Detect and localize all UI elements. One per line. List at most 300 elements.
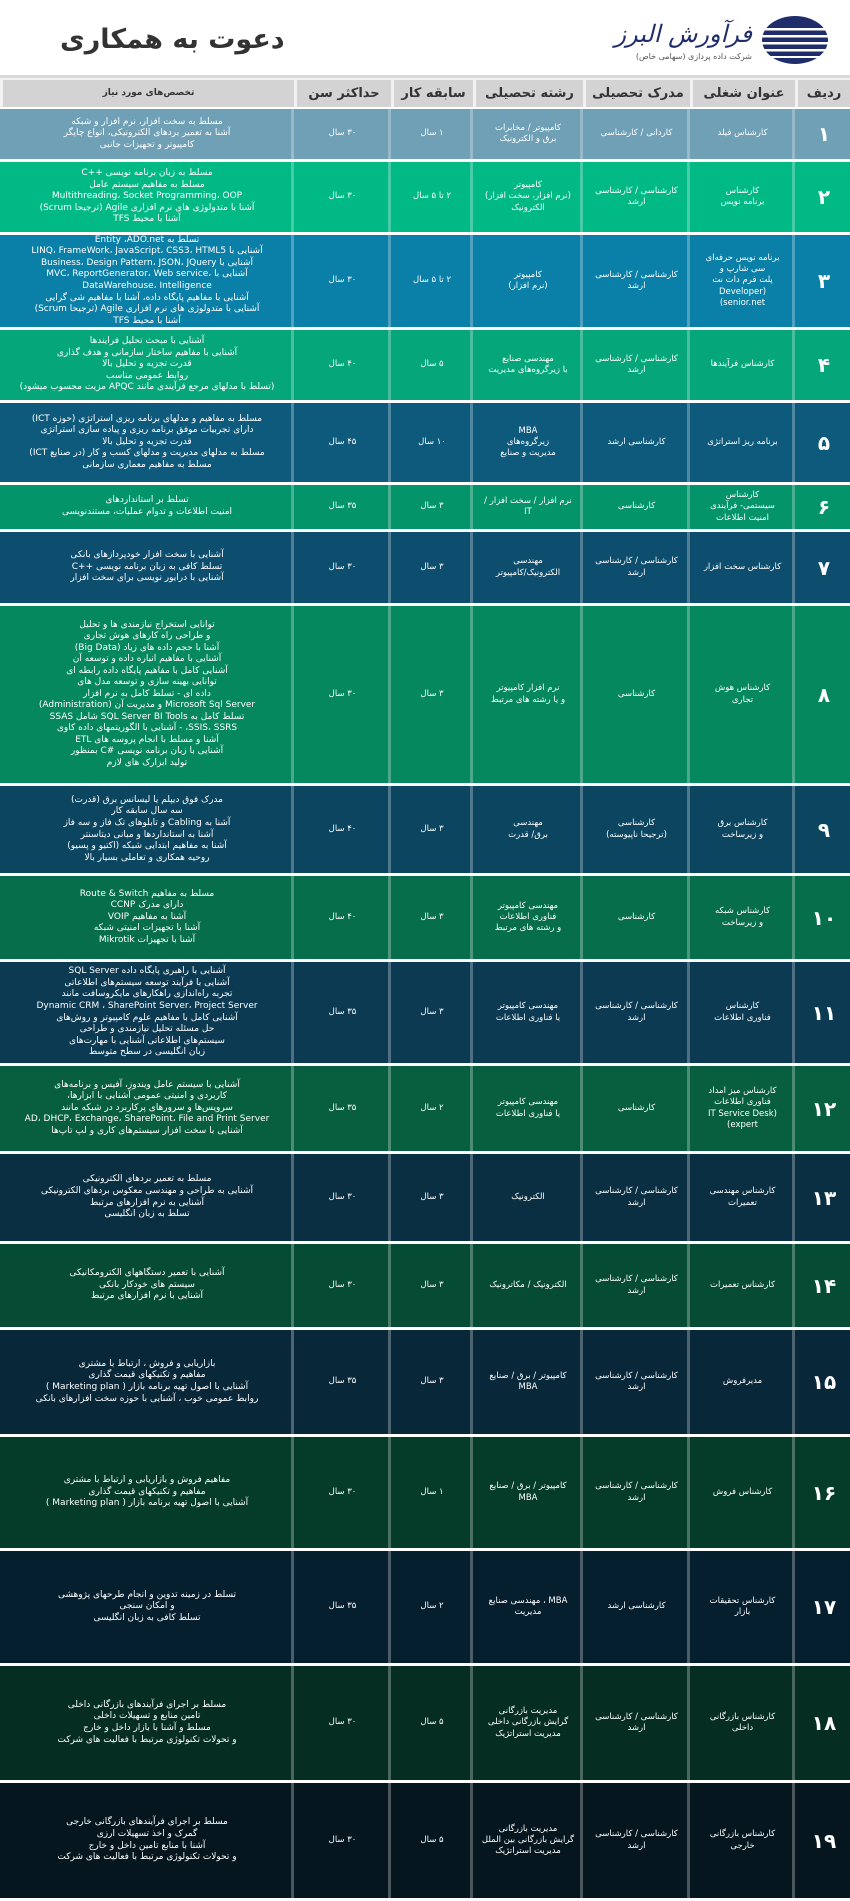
cell-job-title (690, 606, 795, 783)
experience-text: ۲ تا ۵ سال (412, 191, 452, 202)
max-age-text: ۳۰ سال (328, 1279, 357, 1290)
cell-required-skills (0, 330, 294, 400)
max-age-text: ۴۵ سال (328, 436, 357, 447)
row-number-text: ۱۵ (811, 1370, 837, 1394)
cell-experience (391, 1551, 473, 1663)
col-header-row-number: ردیف (795, 80, 850, 107)
cell-required-skills (0, 162, 294, 232)
job-title-text: برنامه ریز استراتژی (707, 436, 778, 447)
cell-required-skills (0, 962, 294, 1063)
cell-field-of-study (473, 1437, 583, 1548)
experience-text: ۵ سال (420, 1717, 444, 1728)
cell-max-age (294, 403, 391, 482)
table-row (0, 403, 850, 485)
col-header-degree: مدرک تحصیلی (583, 80, 690, 107)
field-of-study-text: MBA ، مهندسی صنایع مدیریت (488, 1595, 568, 1617)
cell-max-age (294, 532, 391, 603)
cell-degree (583, 1551, 690, 1663)
cell-job-title (690, 485, 795, 529)
cell-job-title (690, 162, 795, 232)
cell-max-age (294, 1783, 391, 1898)
degree-text: کارشناسی (617, 501, 656, 512)
job-title-text: کارشناس سخت افزار (703, 561, 782, 572)
cell-experience (391, 876, 473, 959)
degree-text: کارشناسی ارشد (607, 1601, 666, 1612)
cell-field-of-study (473, 1066, 583, 1151)
cell-job-title (690, 1666, 795, 1780)
table-row (0, 1783, 850, 1901)
cell-degree (583, 235, 690, 327)
cell-required-skills (0, 235, 294, 327)
cell-required-skills (0, 1437, 294, 1548)
cell-field-of-study (473, 606, 583, 783)
cell-experience (391, 485, 473, 529)
cell-degree (583, 606, 690, 783)
max-age-text: ۳۵ سال (328, 501, 357, 512)
experience-text: ۵ سال (420, 1834, 444, 1845)
table-row (0, 1154, 850, 1244)
cell-job-title (690, 1154, 795, 1241)
row-number-text: ۱۸ (811, 1711, 837, 1735)
cell-required-skills (0, 606, 294, 783)
job-title-text: کارشناس فروش (712, 1486, 773, 1497)
row-number-text: ۱۳ (811, 1185, 837, 1210)
experience-text: ۳ سال (420, 823, 444, 834)
cell-row-number (795, 162, 850, 232)
field-of-study-text: مهندسی برق/ قدرت (508, 818, 548, 840)
cell-experience (391, 606, 473, 783)
experience-text: ۳ سال (420, 1191, 444, 1202)
job-title-text: کارشناس بازرگانی خارجی (709, 1829, 776, 1851)
row-number-text: ۸ (817, 682, 831, 707)
cell-degree (583, 1437, 690, 1548)
experience-text: ۲ سال (420, 1102, 444, 1113)
cell-field-of-study (473, 1244, 583, 1327)
table-row (0, 162, 850, 235)
max-age-text: ۳۰ سال (328, 275, 357, 286)
table-row (0, 532, 850, 606)
cell-row-number (795, 1330, 850, 1434)
degree-text: کارشناسی ارشد (607, 436, 666, 447)
job-title-text: کارشناس بازرگانی داخلی (709, 1711, 776, 1733)
cell-job-title (690, 1783, 795, 1898)
experience-text: ۲ تا ۵ سال (412, 275, 452, 286)
job-title-text: کارشناس شبکه و زیرساخت (714, 906, 771, 928)
experience-text: ۳ سال (420, 1376, 444, 1387)
cell-row-number (795, 606, 850, 783)
cell-degree (583, 532, 690, 603)
cell-experience (391, 330, 473, 400)
cell-job-title (690, 1551, 795, 1663)
cell-row-number (795, 532, 850, 603)
cell-job-title (690, 876, 795, 959)
job-title-text: کارشناس میز امداد فناوری اطلاعات (IT Service Desk expert) (708, 1086, 777, 1130)
cell-max-age (294, 485, 391, 529)
required-skills-text: مفاهیم فروش و بازاریابی و ارتباط با مشتری مفاهیم و تکنیکهای قیمت گذاری آشنایی با اصول تهیه برنامه بازار ( Marketing plan ) (45, 1475, 249, 1509)
field-of-study-text: کامپیوتر (نرم افزار، سخت افزار) الکترونیک (485, 180, 571, 213)
degree-text: کارشناسی / کارشناسی ارشد (595, 269, 678, 291)
cell-required-skills (0, 1783, 294, 1898)
cell-row-number (795, 403, 850, 482)
field-of-study-text: نرم افزار کامپیوتر و یا رشته های مرتبط (490, 683, 566, 705)
max-age-text: ۳۵ سال (328, 1102, 357, 1113)
cell-required-skills (0, 109, 294, 159)
field-of-study-text: مهندسی کامپیوتر فناوری اطلاعات و رشته های مرتبط (494, 900, 562, 934)
max-age-text: ۳۵ سال (328, 1006, 357, 1017)
cell-max-age (294, 1437, 391, 1548)
required-skills-text: مسلط به مفاهیم Route & Switch دارای مدرک CCNP آشنا به مفاهیم VOIP آشنا با تجهیزات امنیتی شبکه آشنا با تجهیزات Mikrotik (79, 888, 215, 945)
field-of-study-text: مهندسی صنایع با زیرگروه‌های مدیریت (488, 353, 568, 375)
job-title-text: مدیرفروش (722, 1376, 763, 1387)
cell-row-number (795, 1244, 850, 1327)
cell-max-age (294, 1154, 391, 1241)
max-age-text: ۴۰ سال (328, 823, 357, 834)
cell-row-number (795, 1783, 850, 1898)
cell-required-skills (0, 1244, 294, 1327)
field-of-study-text: کامپیوتر / برق / صنایع MBA (489, 1370, 567, 1392)
cell-field-of-study (473, 235, 583, 327)
field-of-study-text: کامپیوتر (نرم افزار) (508, 269, 548, 291)
cell-max-age (294, 330, 391, 400)
cell-max-age (294, 109, 391, 159)
col-header-max-age: حداکثر سن (294, 80, 391, 107)
max-age-text: ۳۵ سال (328, 1376, 357, 1387)
cell-job-title (690, 235, 795, 327)
row-number-text: ۷ (817, 555, 831, 580)
table-row (0, 962, 850, 1066)
experience-text: ۳ سال (420, 911, 444, 922)
cell-job-title (690, 532, 795, 603)
cell-job-title (690, 403, 795, 482)
field-of-study-text: مهندسی کامپیوتر یا فناوری اطلاعات (495, 1097, 561, 1119)
cell-job-title (690, 1066, 795, 1151)
cell-max-age (294, 786, 391, 873)
required-skills-text: مدرک فوق دیپلم یا لیسانس برق (قدرت) سه سال سابقه کار آشنا به Cabling و تابلوهای تک فاز و سه فاز آشنا به استانداردها و مبانی دیتاسنتر آشنا به مفاهیم ابتدایی شبکه (اکتیو و پسیو) روحیه همکاری و تعاملی بسیار بالا (63, 794, 231, 863)
degree-text: کارشناسی (617, 688, 656, 699)
field-of-study-text: الکترونیک (511, 1191, 545, 1202)
degree-text: کارشناسی / کارشناسی ارشد (595, 1274, 678, 1296)
cell-required-skills (0, 786, 294, 873)
col-header-skills: تخصص‌های مورد نیاز (0, 80, 294, 107)
cell-max-age (294, 876, 391, 959)
table-row (0, 235, 850, 330)
job-title-text: کارشناس برنامه نویس (720, 185, 765, 207)
cell-max-age (294, 1244, 391, 1327)
job-title-text: کارشناس سیستمی- فرآیندی امنیت اطلاعات (710, 490, 775, 523)
experience-text: ۱ سال (420, 1486, 444, 1497)
table-row (0, 786, 850, 876)
col-header-job-title: عنوان شغلی (690, 80, 795, 107)
cell-experience (391, 403, 473, 482)
cell-max-age (294, 235, 391, 327)
cell-required-skills (0, 532, 294, 603)
cell-degree (583, 1154, 690, 1241)
job-title-text: کارشناس فرآیندها (710, 359, 775, 370)
max-age-text: ۳۰ سال (328, 1717, 357, 1728)
field-of-study-text: کامپیوتر / مخابرات برق و الکترونیک (494, 122, 562, 144)
row-number-text: ۲ (817, 185, 831, 209)
cell-job-title (690, 1437, 795, 1548)
required-skills-text: مسلط به مفاهیم و مدلهای برنامه ریزی استراتژی (حوزه ICT) دارای تجربیات موفق برنامه ریزی و پیاده سازی استراتژی قدرت تجزیه و تحلیل بالا مسلط به مدلهای مدیریت و مدلهای کسب و کار (در صنایع ICT) مسلط به مفاهیم معماری سازمانی (29, 413, 265, 470)
job-title-text: کارشناس مهندسی تعمیرات (709, 1186, 776, 1208)
cell-degree (583, 330, 690, 400)
job-title-text: کارشناس هوش تجاری (714, 683, 771, 705)
max-age-text: ۳۰ سال (328, 1191, 357, 1202)
row-number-text: ۱۷ (811, 1595, 837, 1619)
cell-row-number (795, 109, 850, 159)
row-number-text: ۱ (817, 122, 831, 146)
degree-text: کارشناسی / کارشناسی ارشد (595, 1711, 678, 1733)
required-skills-text: آشنایی با مبحث تحلیل فرایندها آشنایی با مفاهیم ساختار سازمانی و هدف گذاری قدرت تجزیه و تحلیل بالا روابط عمومی مناسب (تسلط با مدلهای مرجع فرآیندی مانند APQC مزیت محسوب میشود) (19, 336, 275, 393)
table-row (0, 330, 850, 403)
header-divider (0, 75, 850, 78)
cell-experience (391, 235, 473, 327)
field-of-study-text: مهندسی کامپیوتر یا فناوری اطلاعات (495, 1001, 561, 1023)
cell-experience (391, 109, 473, 159)
table-row (0, 606, 850, 786)
cell-required-skills (0, 876, 294, 959)
required-skills-text: توانایی استخراج نیازمندی ها و تحلیل و طراحی راه کارهای هوش تجاری آشنا با حجم داده های زیاد (Big Data) آشنایی با مفاهیم انباره داده و توسعه آن آشنایی کامل با مفاهیم پایگاه داده رابطه ای توانایی بهینه سازی و توسعه مدل های داده ای - تسلط کامل به نرم افزار Microsoft Sql Server و مدیریت آن (Administration) تسلط کامل به SQL Server BI Tools شامل SSAS SSIS، SSRS، - آشنایی با الگوریتمهای داده کاوی آشنا و مسلط با انجام پروسه های ETL آشنایی با زبان برنامه نویسی #C بمنظور تولید ابزارک های لازم (38, 619, 256, 768)
job-title-text: کارشناس تعمیرات (709, 1279, 776, 1290)
max-age-text: ۳۰ سال (328, 128, 357, 139)
cell-required-skills (0, 1330, 294, 1434)
cell-field-of-study (473, 786, 583, 873)
job-title-text: برنامه نویس حرفه‌ای سی شارپ و پلت فرم دات نت (Developer senior.net) (705, 253, 780, 308)
cell-degree (583, 109, 690, 159)
required-skills-text: مسلط به زبان برنامه نویسی ++C مسلط به مفاهیم سیستم عامل Multithreading، Socket Programming، OOP آشنا با متدولوژی های نرم افزاری Agile (ترجیحا Scrum) آشنا با محیط TFS (39, 168, 255, 225)
degree-text: کارشناسی / کارشناسی ارشد (595, 1370, 678, 1392)
field-of-study-text: الکترونیک / مکاترونیک (489, 1279, 567, 1290)
cell-field-of-study (473, 1154, 583, 1241)
cell-degree (583, 1666, 690, 1780)
cell-degree (583, 1783, 690, 1898)
cell-degree (583, 786, 690, 873)
cell-row-number (795, 786, 850, 873)
cell-required-skills (0, 403, 294, 482)
page-title: دعوت به همکاری (60, 24, 285, 55)
experience-text: ۳ سال (420, 501, 444, 512)
max-age-text: ۳۰ سال (328, 1486, 357, 1497)
row-number-text: ۱۲ (811, 1096, 837, 1121)
degree-text: کاردانی / کارشناسی (600, 128, 673, 139)
cell-required-skills (0, 1066, 294, 1151)
row-number-text: ۱۴ (811, 1273, 837, 1298)
cell-row-number (795, 1437, 850, 1548)
degree-text: کارشناسی (ترجیحا ناپیوسته) (606, 818, 667, 840)
cell-experience (391, 786, 473, 873)
cell-max-age (294, 962, 391, 1063)
col-header-experience: سابقه کار (391, 80, 473, 107)
field-of-study-text: مدیریت بازرگانی گرایش بازرگانی بین الملل مدیریت استراتژیک (481, 1823, 575, 1857)
required-skills-text: بازاریابی و فروش ، ارتباط با مشتری مفاهیم و تکنیکهای قیمت گذاری آشنایی با اصول تهیه برنامه بازار ( Marketing plan ) روابط عمومی خوب ، آشنایی با حوزه سخت افزارهای بانکی (35, 1358, 259, 1404)
cell-row-number (795, 1666, 850, 1780)
cell-experience (391, 532, 473, 603)
cell-field-of-study (473, 109, 583, 159)
field-of-study-text: مدیریت بازرگانی گرایش بازرگانی داخلی مدیریت استراتژیک (487, 1706, 569, 1739)
company-name: فرآورش البرز (614, 20, 752, 48)
cell-field-of-study (473, 1783, 583, 1898)
required-skills-text: تسلط به Entity ،ADO.net آشنایی با LINQ، FrameWork، JavaScript، CSS3، HTML5 آشنایی با Business، Design Pattern، JSON، JQuery آشنایی با MVC، ReportGenerator، Web service، DataWarehouse، Intelligence آشنایی با مفاهیم پایگاه داده، آشنا با مفاهیم شی گرایی آشنایی با متدولوژی های نرم افزاری Agile (ترجیحا Scrum) آشنا با محیط TFS (31, 235, 263, 326)
cell-field-of-study (473, 162, 583, 232)
cell-experience (391, 962, 473, 1063)
cell-experience (391, 1244, 473, 1327)
required-skills-text: آشنایی با راهبری پایگاه داده SQL Server آشنایی با فرآیند توسعه سیستم‌های اطلاعاتی تجربه راه‌اندازی راهکارهای مایکروسافت مانند Dynamic CRM ، SharePoint Server، Project Server آشنایی کامل با مفاهیم علوم کامپیوتر و روش‌های حل مسئله تحلیل نیازمندی و طراحی سیستم‌های اطلاعاتی آشنایی با مهارت‌های زبان انگلیسی در سطح متوسط (36, 966, 258, 1058)
cell-max-age (294, 606, 391, 783)
cell-experience (391, 1783, 473, 1898)
cell-field-of-study (473, 1330, 583, 1434)
row-number-text: ۶ (817, 495, 831, 519)
cell-field-of-study (473, 876, 583, 959)
cell-row-number (795, 485, 850, 529)
degree-text: کارشناسی (617, 911, 656, 922)
degree-text: کارشناسی / کارشناسی ارشد (595, 353, 678, 375)
row-number-text: ۵ (817, 430, 831, 455)
experience-text: ۳ سال (420, 688, 444, 699)
max-age-text: ۳۰ سال (328, 688, 357, 699)
field-of-study-text: نرم افزار / سخت افزار / IT (484, 495, 572, 517)
cell-experience (391, 162, 473, 232)
experience-text: ۳ سال (420, 561, 444, 572)
degree-text: کارشناسی / کارشناسی ارشد (595, 185, 678, 207)
experience-text: ۲ سال (420, 1601, 444, 1612)
field-of-study-text: مهندسی الکترونیک/کامپیوتر (495, 556, 561, 578)
row-number-text: ۱۶ (811, 1480, 837, 1505)
cell-required-skills (0, 485, 294, 529)
cell-max-age (294, 1551, 391, 1663)
col-header-field: رشته تحصیلی (473, 80, 583, 107)
experience-text: ۱۰ سال (418, 436, 446, 447)
cell-max-age (294, 1066, 391, 1151)
degree-text: کارشناسی / کارشناسی ارشد (595, 1001, 678, 1023)
cell-experience (391, 1666, 473, 1780)
cell-row-number (795, 1154, 850, 1241)
experience-text: ۳ سال (420, 1279, 444, 1290)
cell-degree (583, 162, 690, 232)
degree-text: کارشناسی (617, 1102, 656, 1113)
row-number-text: ۱۰ (811, 905, 837, 930)
cell-max-age (294, 1666, 391, 1780)
table-row (0, 1437, 850, 1551)
cell-job-title (690, 1330, 795, 1434)
cell-row-number (795, 1066, 850, 1151)
job-title-text: کارشناس برق و زیرساخت (717, 818, 768, 840)
required-skills-text: مسلط به تعمیر بردهای الکترونیکی آشنایی به طراحی و مهندسی معکوس بردهای الکترونیکی آشنایی به نرم افزارهای مرتبط تسلط به زبان انگلیسی (40, 1174, 254, 1220)
job-title-text: کارشناس فناوری اطلاعات (714, 1001, 771, 1023)
required-skills-text: مسلط بر اجرای فرآیندهای بازرگانی داخلی تامین منابع و تسهیلات داخلی مسلط و آشنا با بازار داخل و خارج و تحولات تکنولوژی مرتبط با فعالیت های شرکت (57, 1699, 237, 1745)
cell-degree (583, 485, 690, 529)
required-skills-text: تسلط بر استانداردهای امنیت اطلاعات و تدوام عملیات، مستندنویسی (61, 495, 233, 517)
cell-experience (391, 1066, 473, 1151)
table-row (0, 485, 850, 532)
required-skills-text: آشنایی با سخت افزار خودپردازهای بانکی تسلط کافی به زبان برنامه نویسی ++C آشنایی با درایور نویسی برای سخت افزار (70, 550, 224, 584)
table-row (0, 876, 850, 962)
experience-text: ۱ سال (420, 128, 444, 139)
row-number-text: ۳ (817, 269, 831, 293)
cell-required-skills (0, 1551, 294, 1663)
required-skills-text: مسلط به سخت افزار، نرم افزار و شبکه آشنا به تعمیر بردهای الکترونیکی، انواع چاپگر کامپیوتر و تجهیزات جانبی (63, 116, 231, 150)
cell-max-age (294, 162, 391, 232)
cell-experience (391, 1437, 473, 1548)
max-age-text: ۴۰ سال (328, 359, 357, 370)
cell-required-skills (0, 1666, 294, 1780)
cell-degree (583, 962, 690, 1063)
cell-required-skills (0, 1154, 294, 1241)
cell-row-number (795, 235, 850, 327)
jobs-table (0, 80, 850, 1901)
max-age-text: ۴۰ سال (328, 911, 357, 922)
table-row (0, 1666, 850, 1783)
cell-degree (583, 1244, 690, 1327)
cell-field-of-study (473, 532, 583, 603)
row-number-text: ۱۱ (811, 1000, 837, 1025)
job-title-text: کارشناس تحقیقات بازار (709, 1595, 776, 1617)
required-skills-text: مسلط بر اجرای فرآیندهای بازرگانی خارجی گمرک و اخذ تسهیلات ارزی آشنا با منابع تامین داخل و خارج و تحولات تکنولوژی مرتبط با فعالیت های شرکت (57, 1817, 237, 1863)
cell-row-number (795, 330, 850, 400)
cell-job-title (690, 962, 795, 1063)
cell-job-title (690, 1244, 795, 1327)
cell-row-number (795, 1551, 850, 1663)
cell-experience (391, 1154, 473, 1241)
cell-max-age (294, 1330, 391, 1434)
company-logo (510, 14, 830, 70)
row-number-text: ۱۹ (811, 1828, 837, 1853)
row-number-text: ۴ (817, 353, 831, 377)
table-row (0, 1066, 850, 1154)
cell-field-of-study (473, 403, 583, 482)
cell-row-number (795, 962, 850, 1063)
cell-degree (583, 1066, 690, 1151)
table-row (0, 1330, 850, 1437)
field-of-study-text: MBA زیرگروه‌های مدیریت و صنایع (500, 425, 556, 459)
row-number-text: ۹ (817, 817, 831, 842)
degree-text: کارشناسی / کارشناسی ارشد (595, 1829, 678, 1851)
cell-degree (583, 876, 690, 959)
table-header (0, 80, 850, 109)
max-age-text: ۳۰ سال (328, 191, 357, 202)
required-skills-text: تسلط در زمینه تدوین و انجام طرحهای پژوهشی و امکان سنجی تسلط کافی به زبان انگلیسی (58, 1589, 236, 1623)
table-body (0, 109, 850, 1901)
company-subtitle: شرکت داده پردازی (سهامی خاص) (635, 52, 752, 61)
cell-experience (391, 1330, 473, 1434)
table-row (0, 109, 850, 162)
cell-field-of-study (473, 330, 583, 400)
experience-text: ۳ سال (420, 1006, 444, 1017)
cell-field-of-study (473, 1551, 583, 1663)
field-of-study-text: کامپیوتر / برق / صنایع MBA (489, 1481, 567, 1503)
company-logo-icon (760, 14, 830, 66)
cell-field-of-study (473, 1666, 583, 1780)
cell-field-of-study (473, 962, 583, 1063)
cell-job-title (690, 330, 795, 400)
max-age-text: ۳۰ سال (328, 1834, 357, 1845)
max-age-text: ۳۰ سال (328, 561, 357, 572)
cell-job-title (690, 109, 795, 159)
table-row (0, 1551, 850, 1666)
max-age-text: ۳۵ سال (328, 1601, 357, 1612)
cell-field-of-study (473, 485, 583, 529)
degree-text: کارشناسی / کارشناسی ارشد (595, 1481, 678, 1503)
job-title-text: کارشناس فیلد (717, 128, 768, 139)
header (0, 0, 850, 78)
degree-text: کارشناسی / کارشناسی ارشد (595, 556, 678, 578)
cell-degree (583, 1330, 690, 1434)
required-skills-text: آشنایی با تعمیر دستگاههای الکترومکانیکی سیستم های خودکار بانکی آشنایی با نرم افزارهای مرتبط (69, 1268, 225, 1302)
experience-text: ۵ سال (420, 359, 444, 370)
required-skills-text: آشنایی با سیستم عامل ویندوز، آفیس و برنامه‌های کاربردی و امنیتی عمومی آشنایی با ابزارها، سرویس‌ها و سرورهای پرکاربرد در شبکه مانند AD، DHCP، Exchange، SharePoint، File and Print Server آشنایی با سخت افزار سیستم‌های کاری و لپ تاپ‌ها (24, 1079, 270, 1136)
cell-row-number (795, 876, 850, 959)
cell-degree (583, 403, 690, 482)
table-row (0, 1244, 850, 1330)
